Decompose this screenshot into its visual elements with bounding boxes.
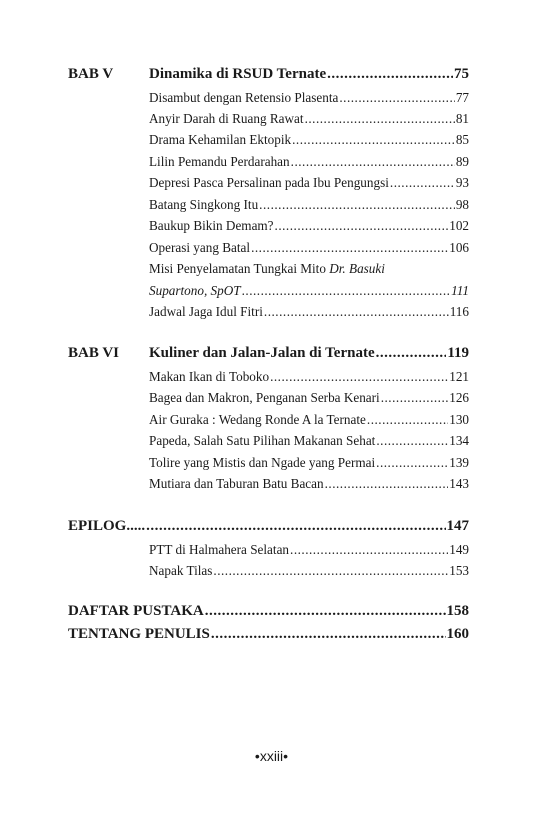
entry-title: Drama Kehamilan Ektopik (149, 132, 292, 147)
page-number: 102 (449, 218, 469, 233)
toc-entry (149, 369, 469, 385)
toc-entry (149, 197, 469, 213)
toc-entry (149, 563, 469, 579)
dot-leader (367, 412, 448, 428)
entry-title: Papeda, Salah Satu Pilihan Makanan Sehat (149, 433, 376, 448)
page-number: 153 (449, 563, 469, 578)
chapter-label-bab-v: BAB V (68, 66, 114, 82)
page-number: 111 (451, 283, 469, 298)
toc-tentang-penulis (68, 626, 469, 643)
entry-title: Misi Penyelamatan Tungkai Mito (149, 261, 330, 276)
dot-leader (213, 563, 448, 579)
page-number: 147 (446, 518, 469, 534)
page-number: 85 (455, 132, 469, 147)
toc-entry (149, 542, 469, 558)
entry-title: Depresi Pasca Persalinan pada Ibu Pengungsi (149, 175, 389, 190)
entry-title: Tolire yang Mistis dan Ngade yang Permai (149, 455, 376, 470)
toc-entry (149, 132, 469, 148)
epilog-title: EPILOG..... (68, 518, 146, 534)
toc-chapter-bab-v (149, 66, 469, 83)
entry-title: Bagea dan Makron, Penganan Serba Kenari (149, 390, 380, 405)
entry-title: PTT di Halmahera Selatan (149, 542, 290, 557)
page-number: 93 (455, 175, 469, 190)
entry-title-italic: Dr. Basuki (329, 261, 385, 276)
chapter-title: Kuliner dan Jalan-Jalan di Ternate (149, 345, 375, 361)
entry-title: Baukup Bikin Demam? (149, 218, 274, 233)
page-number: 121 (449, 369, 469, 384)
dot-leader (275, 218, 449, 234)
page-number: 77 (455, 90, 469, 105)
page-number: 134 (449, 433, 469, 448)
toc-entry (149, 476, 469, 492)
entry-title: Air Guraka : Wedang Ronde A la Ternate (149, 412, 366, 427)
chapter-label-bab-vi: BAB VI (68, 345, 119, 361)
entry-title: Makan Ikan di Toboko (149, 369, 270, 384)
dot-leader (205, 603, 446, 620)
toc-entry (149, 154, 469, 170)
toc-entry (149, 240, 469, 256)
dot-leader (211, 626, 446, 643)
page-number: 119 (447, 345, 469, 361)
entry-title: Napak Tilas (149, 563, 213, 578)
dot-leader (376, 433, 448, 449)
dot-leader (325, 476, 449, 492)
page-number: 158 (446, 603, 469, 619)
page-number: 139 (449, 455, 469, 470)
page-folio: •xxiii• (254, 748, 289, 764)
page-number: 116 (449, 304, 469, 319)
dot-leader (390, 175, 455, 191)
dot-leader (259, 197, 455, 213)
toc-entry (149, 412, 469, 428)
dot-leader (251, 240, 448, 256)
page-number: 106 (449, 240, 469, 255)
toc-entry (149, 455, 469, 471)
entry-title: Mutiara dan Taburan Batu Bacan (149, 476, 324, 491)
dot-leader (290, 542, 448, 558)
entry-title: Lilin Pemandu Perdarahan (149, 154, 290, 169)
entry-title-italic: Supartono, SpOT (149, 283, 241, 298)
toc-daftar-pustaka (68, 603, 469, 620)
dot-leader (381, 390, 449, 406)
toc-entry (149, 433, 469, 449)
entry-title: Jadwal Jaga Idul Fitri (149, 304, 263, 319)
page-number: 143 (449, 476, 469, 491)
dot-leader (292, 132, 455, 148)
dot-leader (376, 345, 447, 362)
toc-entry-multiline-second (149, 283, 469, 299)
page-number: 126 (449, 390, 469, 405)
dot-leader (146, 518, 445, 535)
page-number: 149 (449, 542, 469, 557)
chapter-title: Dinamika di RSUD Ternate (149, 66, 327, 82)
entry-title: Disambut dengan Retensio Plasenta (149, 90, 339, 105)
entry-title: Anyir Darah di Ruang Rawat (149, 111, 304, 126)
section-title: DAFTAR PUSTAKA (68, 603, 204, 619)
dot-leader (339, 90, 454, 106)
dot-leader (242, 283, 451, 299)
section-title: TENTANG PENULIS (68, 626, 210, 642)
toc-entry-multiline-first (149, 261, 385, 277)
toc-entry (149, 175, 469, 191)
dot-leader (291, 154, 455, 170)
toc-entry (149, 90, 469, 106)
entry-title: Batang Singkong Itu (149, 197, 259, 212)
dot-leader (305, 111, 455, 127)
page-number: 160 (446, 626, 469, 642)
page-number: 130 (449, 412, 469, 427)
toc-entry (149, 390, 469, 406)
dot-leader (327, 66, 453, 83)
page-number: 89 (455, 154, 469, 169)
entry-title: Operasi yang Batal (149, 240, 251, 255)
page-number: 75 (454, 66, 469, 82)
page-number: 81 (455, 111, 469, 126)
toc-chapter-bab-vi (149, 345, 469, 362)
page-number: 98 (455, 197, 469, 212)
dot-leader (264, 304, 449, 320)
toc-epilog (68, 518, 469, 535)
dot-leader (376, 455, 448, 471)
toc-entry (149, 304, 469, 320)
toc-entry (149, 218, 469, 234)
toc-entry (149, 111, 469, 127)
dot-leader (270, 369, 448, 385)
